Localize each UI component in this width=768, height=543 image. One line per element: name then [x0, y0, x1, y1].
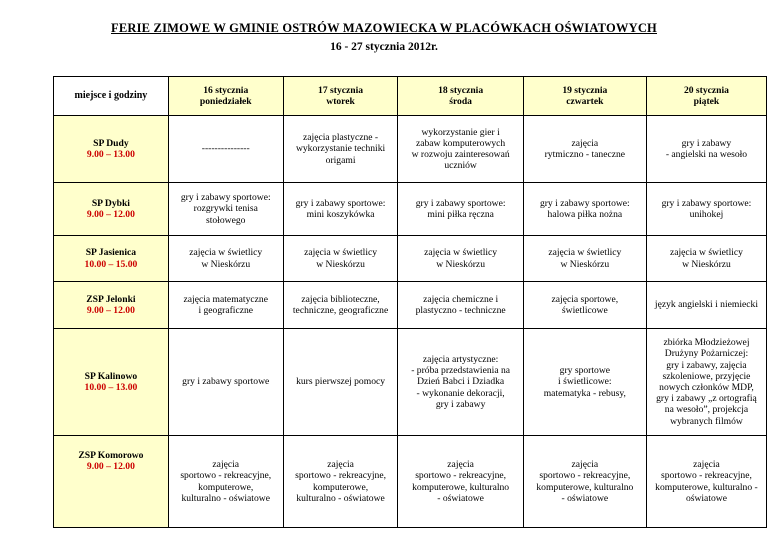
school-name: SP Dudy — [93, 137, 129, 149]
activity-cell: zajęcia w świetlicy w Nieskórzu — [168, 236, 283, 282]
school-hours: 9.00 – 12.00 — [86, 305, 135, 316]
day-date: 18 stycznia — [438, 84, 484, 96]
day-header — [283, 77, 398, 116]
activity-cell: zajęcia biblioteczne, techniczne, geograficzne — [283, 282, 398, 329]
school-hours: 9.00 – 13.00 — [86, 149, 135, 160]
activity-cell: zajęcia w świetlicy w Nieskórzu — [523, 236, 646, 282]
activity-cell: gry i zabawy sportowe — [168, 329, 283, 436]
activity-cell: zajęcia w świetlicy w Nieskórzu — [646, 236, 766, 282]
activity-cell: zajęcia sportowo - rekreacyjne, komputerowe, kulturalno - oświatowe — [523, 436, 646, 528]
table-row — [54, 329, 767, 436]
day-name: poniedziałek — [199, 96, 252, 107]
activity-cell: zajęcia sportowo - rekreacyjne, komputerowe, kulturalno - oświatowe — [283, 436, 398, 528]
activity-cell: zbiórka Młodzieżowej Drużyny Pożarniczej: gry i zabawy, zajęcia szkoleniowe, przyjęcie nowych członków MDP, gry i zabawy „z ortografią na wesoło”, projekcja wybranych filmów — [646, 329, 766, 436]
table-row — [54, 183, 767, 236]
day-date: 19 stycznia — [562, 84, 608, 96]
day-date: 16 stycznia — [203, 84, 249, 96]
activity-cell: zajęcia w świetlicy w Nieskórzu — [398, 236, 523, 282]
header-row — [54, 77, 767, 116]
corner-header: miejsce i godziny — [54, 77, 169, 116]
activity-cell: gry i zabawy sportowe: unihokej — [646, 183, 766, 236]
school-name: SP Kalinowo — [84, 370, 138, 382]
day-name: czwartek — [566, 96, 604, 107]
activity-cell: gry i zabawy sportowe: rozgrywki tenisa stołowego — [168, 183, 283, 236]
table-row — [54, 116, 767, 183]
school-name: SP Jasienica — [85, 247, 137, 259]
school-hours: 9.00 – 12.00 — [86, 461, 135, 473]
school-hours: 9.00 – 12.00 — [86, 209, 135, 220]
day-date: 20 stycznia — [683, 84, 729, 96]
school-name: SP Dybki — [91, 197, 130, 209]
day-header — [168, 77, 283, 116]
schedule-table — [53, 76, 767, 528]
activity-cell: zajęcia chemiczne i plastyczno - techniczne — [398, 282, 523, 329]
school-name: ZSP Jelonki — [86, 293, 136, 305]
activity-cell: zajęcia sportowo - rekreacyjne, komputerowe, kulturalno - oświatowe — [398, 436, 523, 528]
table-row — [54, 436, 767, 528]
activity-cell: zajęcia w świetlicy w Nieskórzu — [283, 236, 398, 282]
school-cell — [54, 436, 169, 528]
school-name: ZSP Komorowo — [78, 450, 144, 461]
activity-cell: zajęcia rytmiczno - taneczne — [523, 116, 646, 183]
school-cell — [54, 183, 169, 236]
day-name: piątek — [693, 96, 720, 107]
activity-cell: zajęcia matematyczne i geograficzne — [168, 282, 283, 329]
day-header — [646, 77, 766, 116]
document-subtitle: 16 - 27 stycznia 2012r. — [330, 41, 438, 53]
activity-cell: wykorzystanie gier i zabaw komputerowych w rozwoju zainteresowań uczniów — [398, 116, 523, 183]
school-cell — [54, 329, 169, 436]
activity-cell: gry i zabawy sportowe: mini piłka ręczna — [398, 183, 523, 236]
day-date: 17 stycznia — [318, 84, 364, 96]
day-name: środa — [449, 96, 472, 107]
day-header — [398, 77, 523, 116]
activity-cell: gry i zabawy sportowe: mini koszykówka — [283, 183, 398, 236]
activity-cell: gry sportowe i świetlicowe: matematyka - rebusy, — [523, 329, 646, 436]
school-hours: 10.00 – 13.00 — [84, 382, 138, 393]
school-cell — [54, 282, 169, 329]
activity-cell: gry i zabawy sportowe: halowa piłka nożna — [523, 183, 646, 236]
activity-cell: zajęcia artystyczne: - próba przedstawienia na Dzień Babci i Dziadka - wykonanie dekoracji, gry i zabawy — [398, 329, 523, 436]
activity-cell: zajęcia sportowo - rekreacyjne, komputerowe, kulturalno - oświatowe — [646, 436, 766, 528]
activity-cell: język angielski i niemiecki — [646, 282, 766, 329]
activity-cell: zajęcia sportowo - rekreacyjne, komputerowe, kulturalno - oświatowe — [168, 436, 283, 528]
school-cell — [54, 116, 169, 183]
school-cell — [54, 236, 169, 282]
activity-cell: zajęcia plastyczne - wykorzystanie techniki origami — [283, 116, 398, 183]
activity-cell: gry i zabawy - angielski na wesoło — [646, 116, 766, 183]
day-header — [523, 77, 646, 116]
document-title: FERIE ZIMOWE W GMINIE OSTRÓW MAZOWIECKA W PLACÓWKACH OŚWIATOWYCH — [111, 21, 657, 35]
table-row — [54, 282, 767, 329]
activity-cell: --------------- — [168, 116, 283, 183]
school-hours: 10.00 – 15.00 — [84, 258, 138, 270]
activity-cell: kurs pierwszej pomocy — [283, 329, 398, 436]
table-row — [54, 236, 767, 282]
activity-cell: zajęcia sportowe, świetlicowe — [523, 282, 646, 329]
day-name: wtorek — [326, 96, 355, 107]
